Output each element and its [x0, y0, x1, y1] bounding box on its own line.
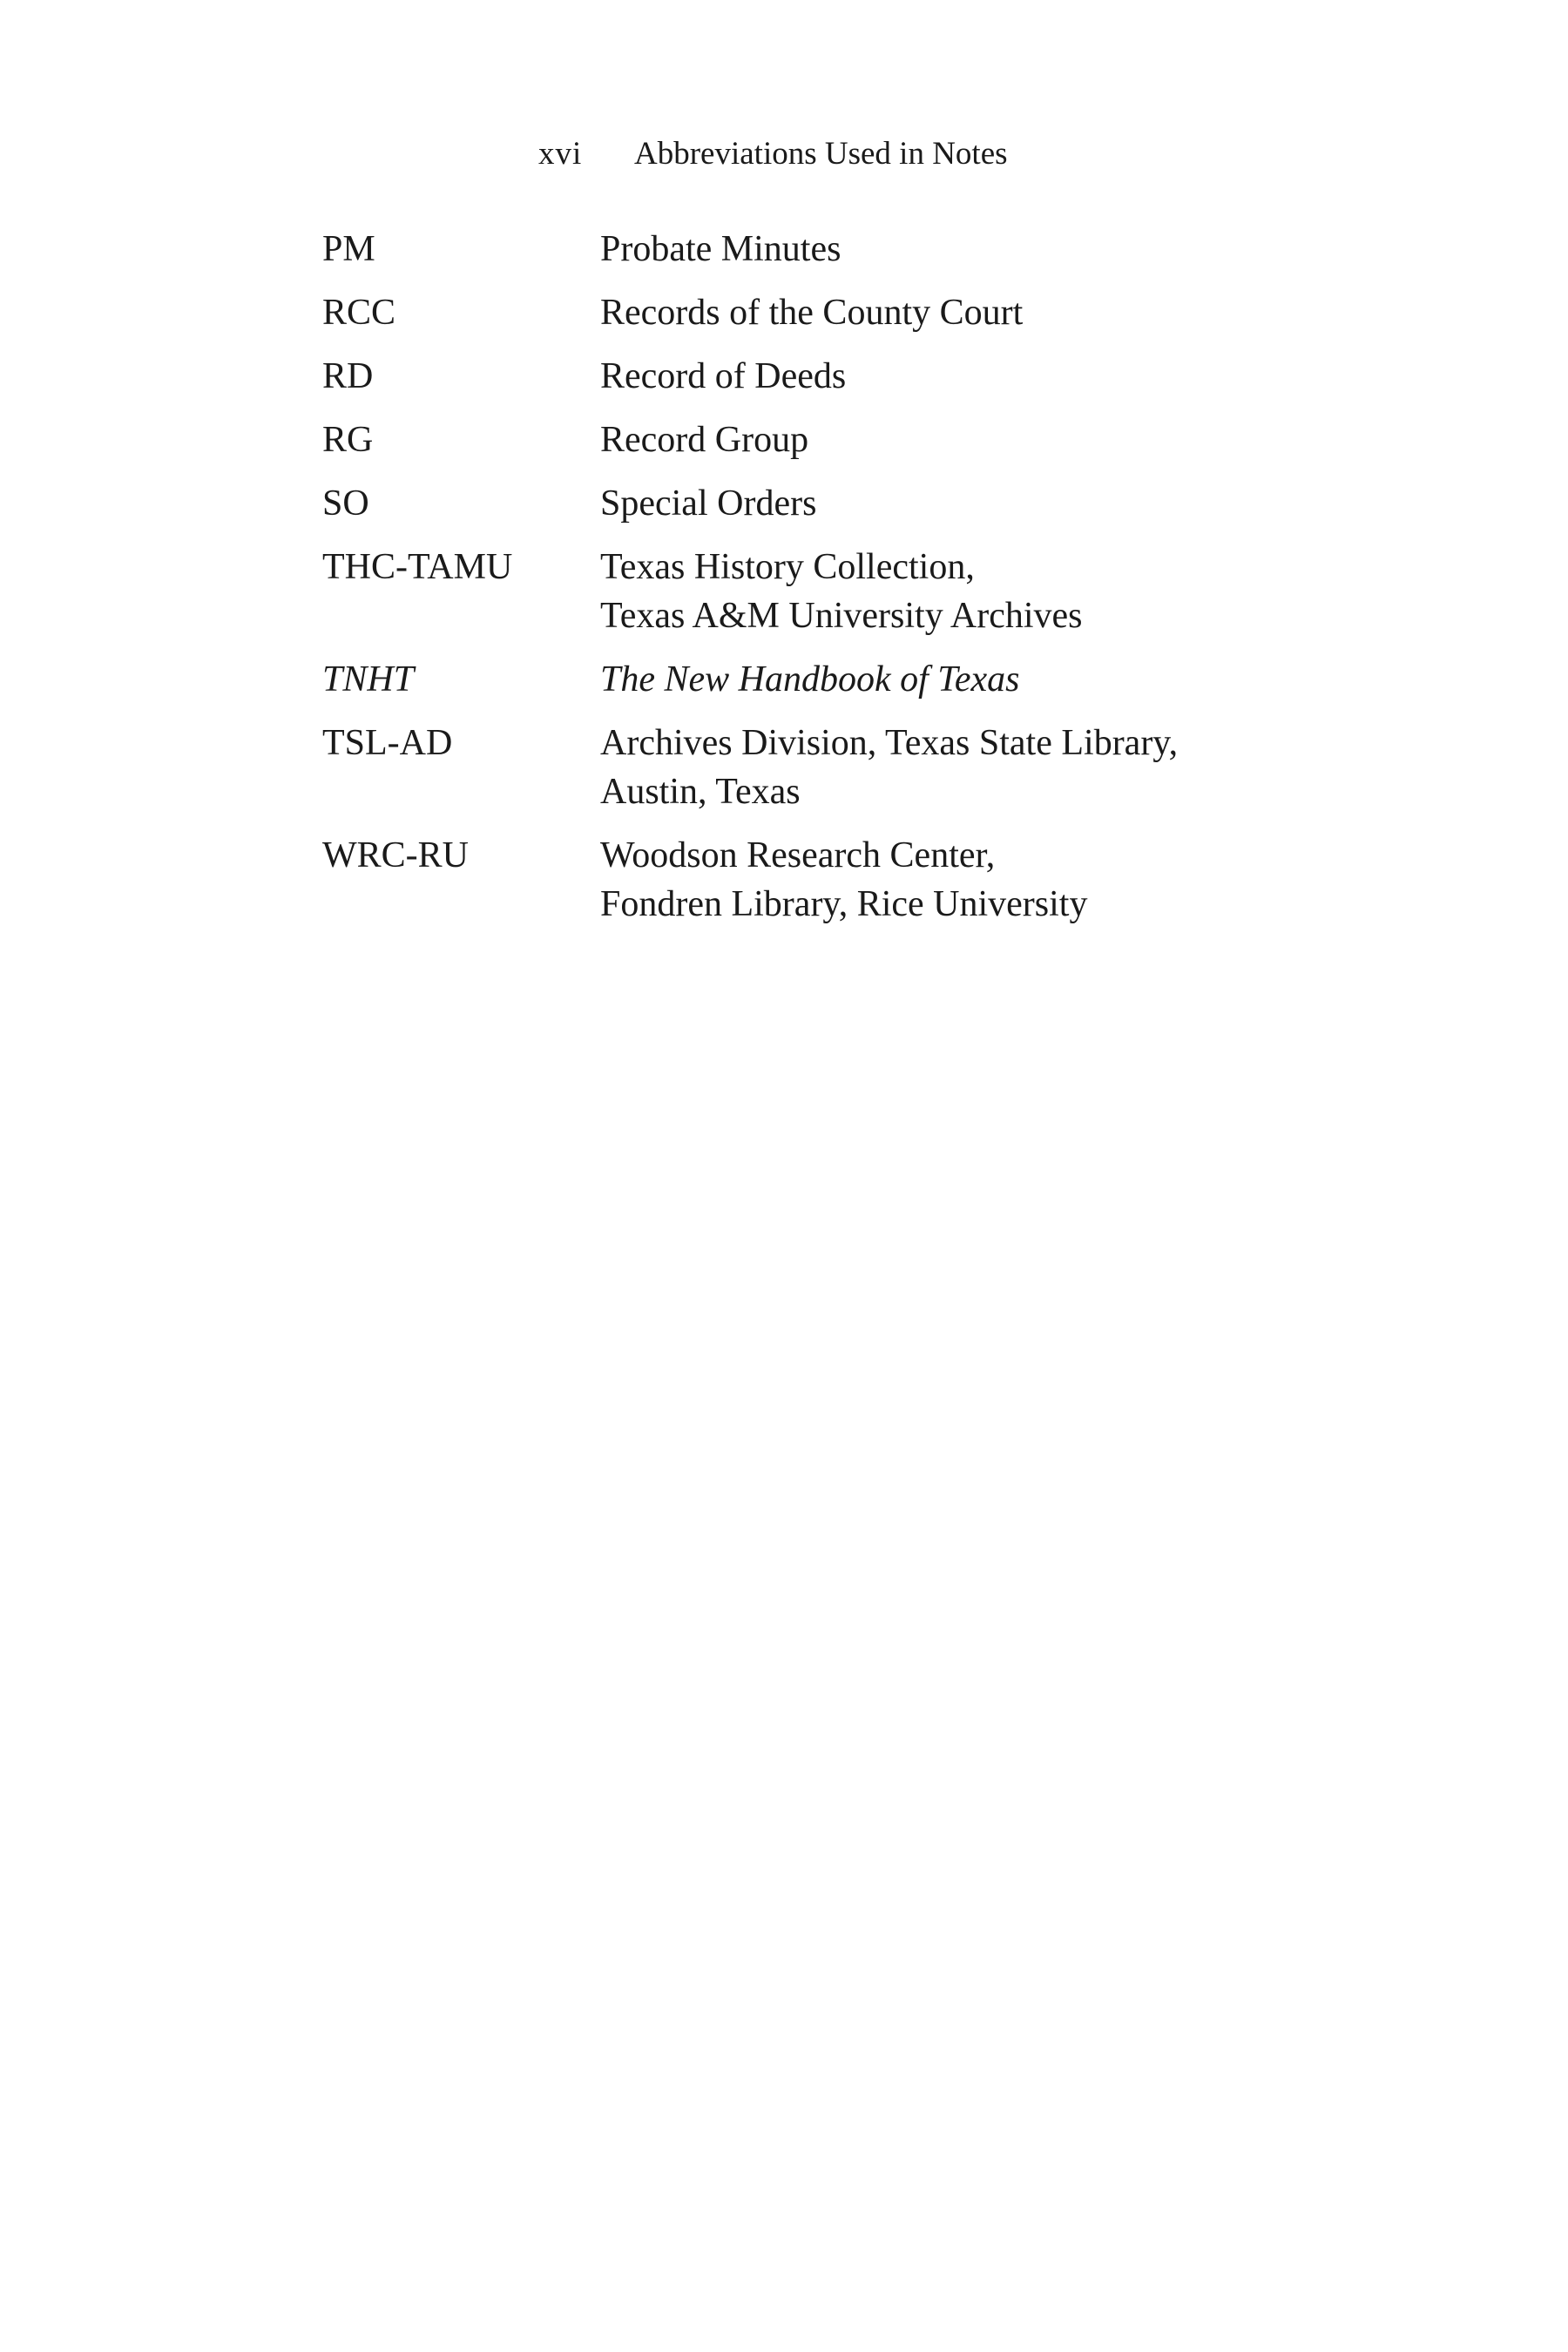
abbreviation-row-rg	[0, 416, 1568, 464]
abbreviation-row-pm	[0, 225, 1568, 274]
definition-line: Austin, Texas	[600, 772, 801, 812]
abbreviation-definition	[600, 719, 1262, 816]
abbreviation-term: RG	[322, 420, 374, 460]
definition-line: Archives Division, Texas State Library,	[600, 723, 1179, 763]
abbreviation-row-so	[0, 479, 1568, 528]
definition-line: Special Orders	[600, 483, 817, 524]
abbreviation-term: THC-TAMU	[322, 547, 513, 587]
page-number: xvi	[538, 136, 583, 172]
abbreviation-definition	[600, 225, 1262, 274]
abbreviation-list	[0, 225, 1568, 943]
abbreviation-row-tnht	[0, 655, 1568, 704]
abbreviation-definition	[600, 416, 1262, 464]
abbreviation-definition	[600, 479, 1262, 528]
definition-line: Record Group	[600, 420, 809, 460]
definition-line: Records of the County Court	[600, 293, 1024, 333]
running-head-title: Abbreviations Used in Notes	[634, 136, 1008, 172]
abbreviation-row-wrc-ru	[0, 831, 1568, 929]
definition-line: Woodson Research Center,	[600, 835, 996, 875]
abbreviation-definition	[600, 655, 1262, 704]
abbreviation-definition	[600, 831, 1262, 929]
abbreviation-definition	[600, 288, 1262, 337]
abbreviation-term: TSL-AD	[322, 723, 453, 763]
abbreviation-term: SO	[322, 483, 369, 524]
abbreviation-term: RCC	[322, 293, 396, 333]
abbreviation-term: PM	[322, 229, 375, 269]
abbreviation-definition	[600, 543, 1262, 640]
definition-line: Probate Minutes	[600, 229, 841, 269]
abbreviation-definition	[600, 352, 1262, 401]
definition-line: The New Handbook of Texas	[600, 659, 1020, 700]
abbreviation-term: TNHT	[322, 659, 415, 700]
abbreviation-row-rd	[0, 352, 1568, 401]
abbreviation-term: WRC-RU	[322, 835, 469, 875]
definition-line: Record of Deeds	[600, 356, 847, 396]
definition-line: Texas History Collection,	[600, 547, 975, 587]
running-head	[0, 132, 1568, 176]
abbreviation-row-thc-tamu	[0, 543, 1568, 640]
abbreviation-row-tsl-ad	[0, 719, 1568, 816]
abbreviation-row-rcc	[0, 288, 1568, 337]
definition-line: Texas A&M University Archives	[600, 596, 1083, 636]
definition-line: Fondren Library, Rice University	[600, 884, 1088, 924]
abbreviation-term: RD	[322, 356, 374, 396]
